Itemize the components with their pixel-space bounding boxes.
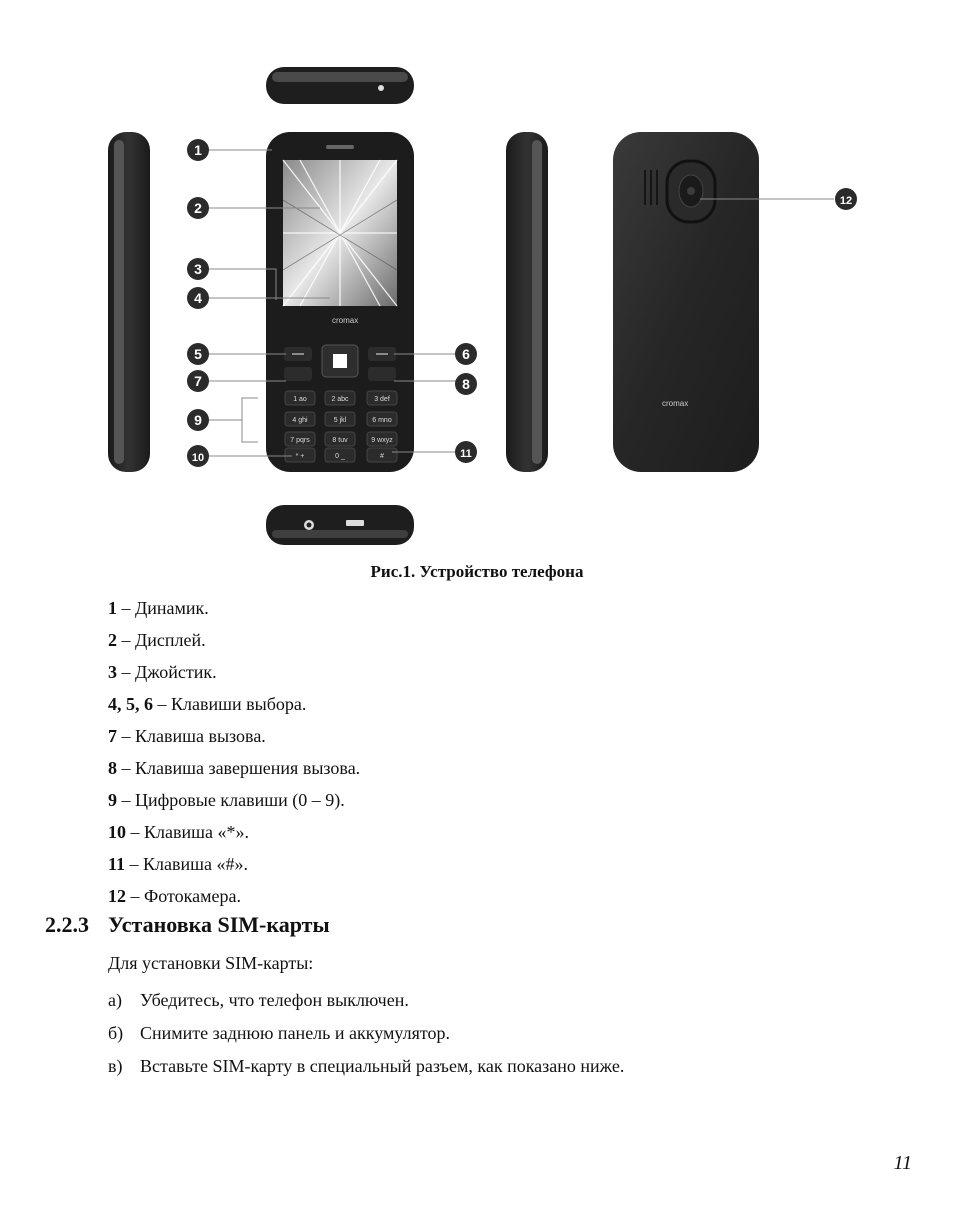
callout-marker <box>455 343 477 365</box>
keypad-key-label: 9 wxyz <box>371 437 393 444</box>
step-text: Вставьте SIM-карту в специальный разъем, как показано ниже. <box>140 1056 625 1076</box>
callout-marker <box>187 370 209 392</box>
legend-text: – Клавиша «*». <box>126 822 249 842</box>
callout-marker <box>187 139 209 161</box>
keypad-key <box>367 391 397 405</box>
figure-caption: Рис.1. Устройство телефона <box>370 562 584 581</box>
section-number: 2.2.3 <box>45 912 89 937</box>
phone-back-view <box>613 132 759 472</box>
keypad-key-label: 4 ghi <box>292 417 308 424</box>
keypad-key-label: # <box>380 453 384 460</box>
callout-number: 5 <box>194 346 202 362</box>
callout-marker <box>455 373 477 395</box>
legend-number: 10 <box>108 822 126 842</box>
keypad-key-label: 8 tuv <box>332 437 348 444</box>
legend-text: – Фотокамера. <box>126 886 241 906</box>
legend-number: 7 <box>108 726 117 746</box>
callout-number: 2 <box>194 200 202 216</box>
callout-marker <box>187 197 209 219</box>
callout-marker <box>455 441 477 463</box>
legend-item <box>108 880 360 912</box>
callout-marker <box>835 188 857 210</box>
legend-item <box>108 720 360 752</box>
callout-number: 1 <box>194 142 202 158</box>
legend-item <box>108 784 360 816</box>
step-text: Убедитесь, что телефон выключен. <box>140 990 409 1010</box>
phone-top-view <box>266 67 414 104</box>
keypad <box>285 391 397 462</box>
legend-text: – Дисплей. <box>117 630 206 650</box>
legend-number: 1 <box>108 598 117 618</box>
section-title: Установка SIM-карты <box>108 912 330 937</box>
callout-marker <box>187 445 209 467</box>
legend-text: – Цифровые клавиши (0 – 9). <box>117 790 345 810</box>
steps-list <box>108 984 624 1083</box>
step-item <box>108 984 624 1017</box>
callout-marker <box>187 343 209 365</box>
legend-text: – Клавиши выбора. <box>153 694 307 714</box>
legend-item <box>108 688 360 720</box>
callout-number: 7 <box>194 373 202 389</box>
keypad-key <box>325 448 355 462</box>
legend-number: 8 <box>108 758 117 778</box>
legend-item <box>108 656 360 688</box>
callout-number: 3 <box>194 261 202 277</box>
callout-number: 6 <box>462 346 470 362</box>
keypad-key-label: * + <box>295 453 305 460</box>
keypad-key <box>325 391 355 405</box>
callout-number: 9 <box>194 412 202 428</box>
legend-number: 4, 5, 6 <box>108 694 153 714</box>
callout-number: 12 <box>839 195 853 207</box>
legend-item <box>108 848 360 880</box>
callout-marker <box>187 409 209 431</box>
phone-right-side <box>506 132 548 472</box>
intro-text: Для установки SIM-карты: <box>108 953 314 973</box>
keypad-key <box>367 448 397 462</box>
legend-item <box>108 624 360 656</box>
step-item <box>108 1050 624 1083</box>
keypad-key-label: 1 ao <box>293 396 307 403</box>
legend-item <box>108 752 360 784</box>
callout-marker <box>187 287 209 309</box>
section-heading <box>45 912 330 938</box>
legend-list <box>108 592 360 912</box>
legend-number: 11 <box>108 854 126 874</box>
step-marker: а) <box>108 990 122 1010</box>
callout-number: 8 <box>462 376 470 392</box>
legend-text: – Джойстик. <box>117 662 217 682</box>
phone-bottom-view <box>266 505 414 545</box>
keypad-key <box>325 412 355 426</box>
brand-logo-back: cromax <box>662 399 689 408</box>
legend-number: 3 <box>108 662 117 682</box>
keypad-key-label: 7 pqrs <box>290 437 310 444</box>
keypad-key <box>285 448 315 462</box>
callout-number: 11 <box>460 448 472 460</box>
step-marker: б) <box>108 1023 124 1043</box>
phone-left-side <box>108 132 150 472</box>
keypad-key-label: 2 abc <box>331 396 349 403</box>
callout-number: 10 <box>191 452 205 464</box>
callout-marker <box>187 258 209 280</box>
keypad-key-label: 3 def <box>374 396 390 403</box>
page-number: 11 <box>893 1152 912 1174</box>
keypad-key <box>285 432 315 446</box>
step-text: Снимите заднюю панель и аккумулятор. <box>140 1023 450 1043</box>
legend-number: 12 <box>108 886 126 906</box>
legend-text: – Динамик. <box>117 598 209 618</box>
keypad-key <box>367 432 397 446</box>
legend-text: – Клавиша завершения вызова. <box>117 758 361 778</box>
keypad-key-label: 6 mno <box>372 417 392 424</box>
legend-number: 9 <box>108 790 117 810</box>
keypad-key-label: 5 jkl <box>333 417 347 424</box>
keypad-key <box>367 412 397 426</box>
legend-number: 2 <box>108 630 117 650</box>
keypad-key <box>325 432 355 446</box>
phone-front-view <box>266 132 414 472</box>
phone-screen <box>283 160 397 306</box>
legend-item <box>108 816 360 848</box>
brand-logo: cromax <box>332 316 359 325</box>
keypad-key-label: 0 _ <box>335 453 345 460</box>
callout-number: 4 <box>194 290 202 306</box>
phone-diagram <box>0 0 954 560</box>
keypad-key <box>285 412 315 426</box>
keypad-key <box>285 391 315 405</box>
step-item <box>108 1017 624 1050</box>
legend-text: – Клавиша вызова. <box>117 726 266 746</box>
legend-item <box>108 592 360 624</box>
legend-text: – Клавиша «#». <box>125 854 248 874</box>
step-marker: в) <box>108 1056 123 1076</box>
